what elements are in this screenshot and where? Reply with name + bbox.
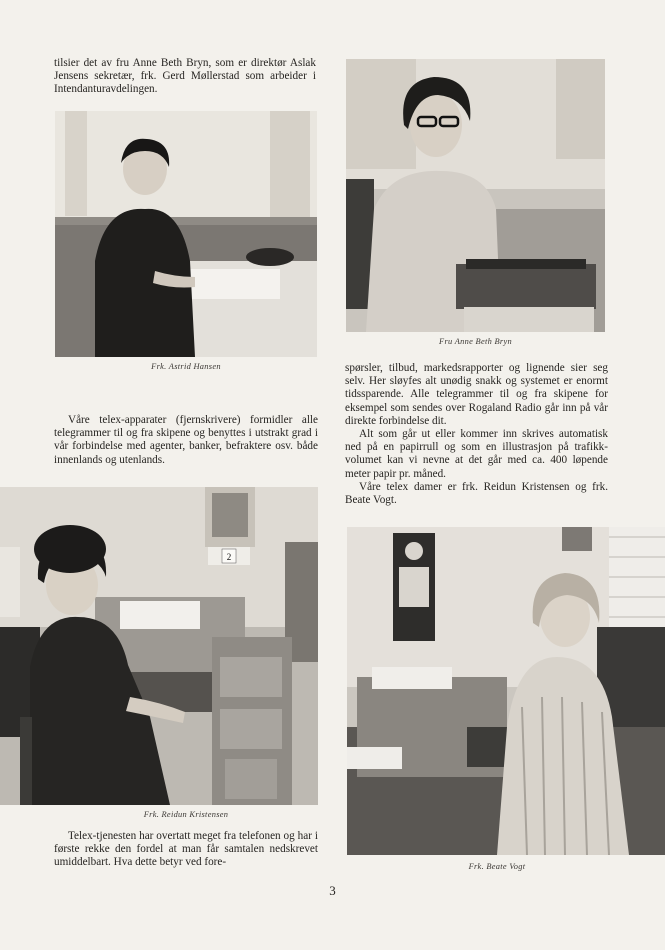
page-number: 3 xyxy=(329,883,336,898)
text-block-top-left xyxy=(54,57,316,97)
paragraph: Telex-tjenesten har overtatt meget fra telefonen og har i første rekke den fordel at man får samtalen nedskrevet umiddelbart. Hva dette betyr ved fore- xyxy=(54,830,318,869)
photo-astrid-hansen xyxy=(55,111,317,357)
caption-beate: Frk. Beate Vogt xyxy=(468,862,526,871)
paragraph: tilsier det av fru Anne Beth Bryn, som er direktør Aslak Jensens sekretær, frk. Gerd Møllerstad som arbeider i Intendanturavdelingen. xyxy=(54,57,316,96)
paragraph: Våre telex damer er frk. Reidun Kristensen og frk. Beate Vogt. xyxy=(345,480,608,507)
caption-reidun: Frk. Reidun Kristensen xyxy=(143,810,229,819)
photo-anne-beth-bryn xyxy=(346,59,605,332)
photo-beate-vogt xyxy=(347,527,665,855)
text-block-bottom-left xyxy=(54,830,318,870)
caption-anne: Fru Anne Beth Bryn xyxy=(439,337,512,346)
paragraph: Våre telex-apparater (fjernskrivere) formidler alle telegrammer til og fra skipene og benyttes i utstrakt grad i vår forbindelse med agenter, banker, befraktere osv. både innenlands og utenlands. xyxy=(54,414,318,466)
caption-astrid: Frk. Astrid Hansen xyxy=(151,362,221,371)
photo-reidun-kristensen xyxy=(0,487,318,805)
calendar-number: 2 xyxy=(226,552,232,562)
paragraph: Alt som går ut eller kommer inn skrives automatisk ned på en papirrull og som en illustrasjon på trafikk-volumet kan vi nevne at det går med ca. 400 løpende meter papir pr. måned. xyxy=(345,428,608,480)
text-block-middle-left xyxy=(54,414,318,467)
paragraph: spørsler, tilbud, markedsrapporter og lignende sier seg selv. Her sløyfes alt unødig snakk og systemet er enormt tidssparende. Alle telegrammer til og fra skipene for eksempel som sendes over Rogaland Radio går inn på vår direkte forbindelse dit. xyxy=(345,362,608,427)
text-block-right xyxy=(345,362,608,507)
